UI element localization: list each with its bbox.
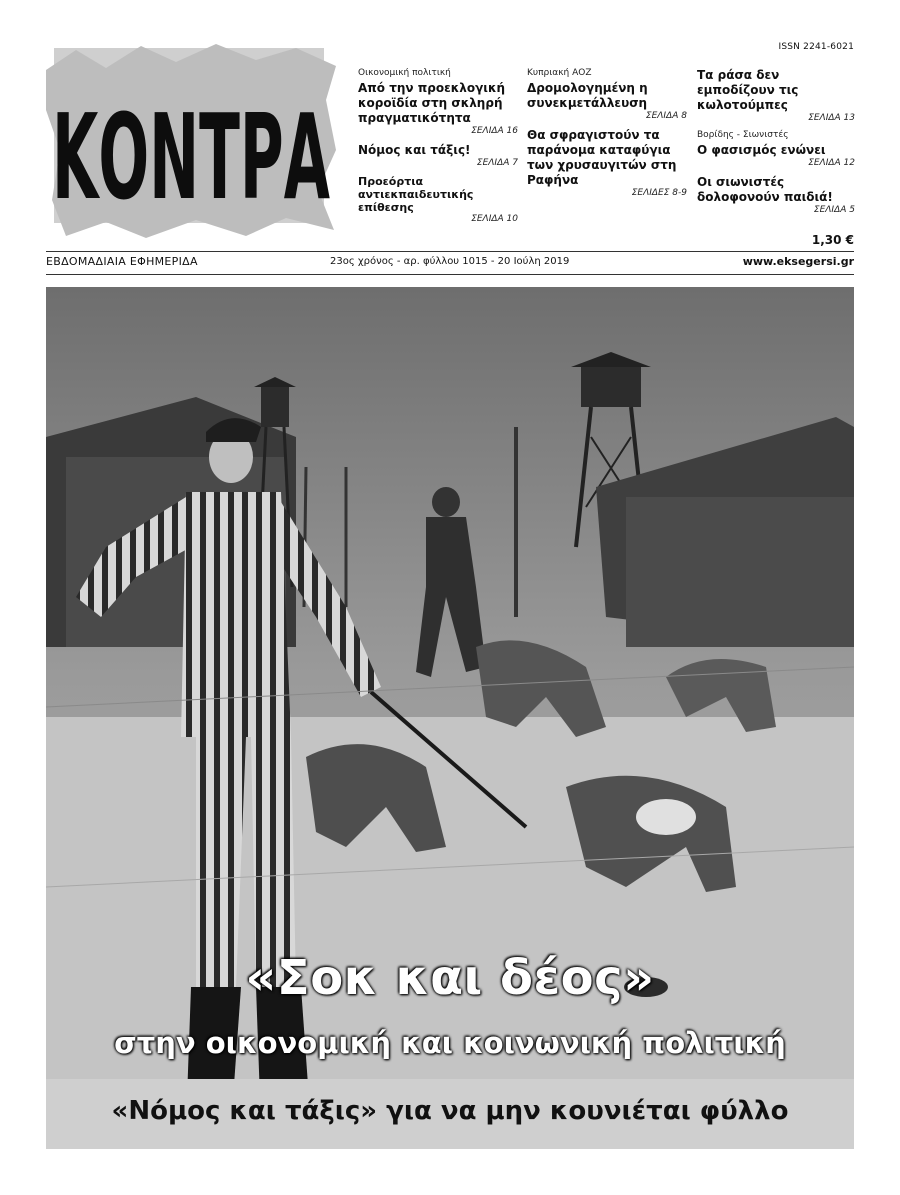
headline-column-2 — [527, 68, 687, 205]
story-headline[interactable]: Θα σφραγιστούν τα παράνομα καταφύγια των χρυσαυγιτών στη Ραφήνα — [527, 128, 677, 187]
story-headline[interactable]: Προεόρτια αντιεκπαιδευτικής επίθεσης — [358, 175, 474, 214]
cover-title: «Σοκ και δέος» — [245, 950, 655, 1006]
story-headline[interactable]: Ο φασισμός ενώνει — [697, 143, 826, 157]
cover-band-text: «Νόμος και τάξις» για να μην κουνιέται φύλλο — [111, 1096, 789, 1126]
story-page: ΣΕΛΙΔΑ 8 — [645, 111, 687, 121]
story[interactable] — [527, 68, 687, 122]
issue-line: 23ος χρόνος - αρ. φύλλου 1015 - 20 Ιούλη 2019 — [330, 256, 570, 267]
logo-text: ΚΟΝΤΡΑ — [52, 88, 330, 226]
story-headline[interactable]: Τα ράσα δεν εμποδίζουν τις κωλοτούμπες — [697, 68, 799, 112]
story[interactable] — [527, 128, 687, 199]
headline-column-1 — [358, 68, 518, 231]
story-kicker: Οικονομική πολιτική — [358, 68, 451, 78]
story[interactable] — [358, 143, 518, 169]
story[interactable] — [697, 175, 855, 216]
website-link[interactable]: www.eksegersi.gr — [742, 255, 854, 268]
story-kicker: Βορίδης - Σιωνιστές — [697, 130, 789, 140]
story-headline[interactable]: Από την προεκλογική κοροϊδία στη σκληρή πραγματικότητα — [358, 81, 506, 125]
headline-column-3 — [697, 68, 855, 222]
story-page: ΣΕΛΙΔΑ 12 — [808, 158, 855, 168]
logo-graphic — [46, 40, 336, 240]
issn: ISSN 2241-6021 — [778, 42, 854, 52]
tagline: ΕΒΔΟΜΑΔΙΑΙΑ ΕΦΗΜΕΡΙΔΑ — [46, 255, 198, 268]
story-headline[interactable]: Νόμος και τάξις! — [358, 143, 471, 157]
story[interactable] — [358, 68, 518, 137]
story-page: ΣΕΛΙΔΑ 16 — [471, 126, 518, 136]
story-page: ΣΕΛΙΔΑ 13 — [808, 113, 855, 123]
newspaper-logo — [46, 40, 336, 240]
story-kicker: Κυπριακή ΑΟΖ — [527, 68, 592, 78]
story-headline[interactable]: Οι σιωνιστές δολοφονούν παιδιά! — [697, 175, 833, 204]
story[interactable] — [697, 68, 855, 124]
story-page: ΣΕΛΙΔΑ 5 — [813, 205, 855, 215]
cover-illustration — [46, 287, 854, 1149]
divider-top — [46, 251, 854, 252]
camp-drawing — [46, 287, 854, 1149]
story-page: ΣΕΛΙΔΑ 10 — [471, 214, 518, 224]
story-page: ΣΕΛΙΔΕΣ 8-9 — [631, 188, 687, 198]
divider-bottom — [46, 274, 854, 275]
story-headline[interactable]: Δρομολογημένη η συνεκμετάλλευση — [527, 81, 648, 110]
price: 1,30 € — [811, 233, 854, 247]
story[interactable] — [697, 130, 855, 169]
story-page: ΣΕΛΙΔΑ 7 — [476, 158, 518, 168]
cover-subtitle: στην οικονομική και κοινωνική πολιτική — [114, 1026, 786, 1060]
story[interactable] — [358, 175, 518, 225]
